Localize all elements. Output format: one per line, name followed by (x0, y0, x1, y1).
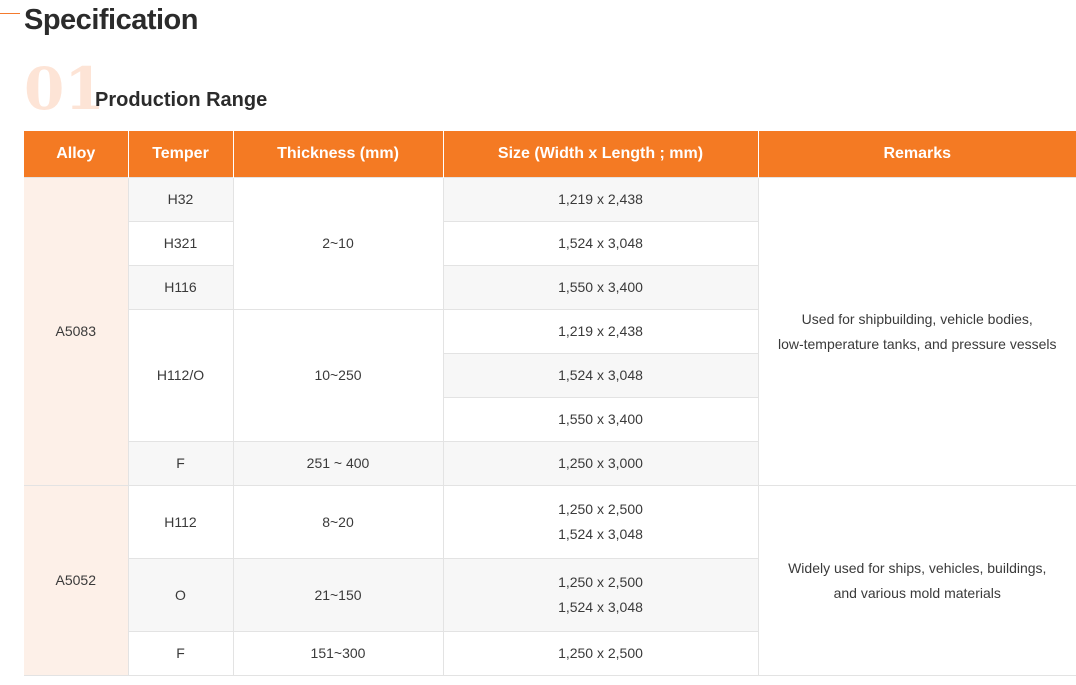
size-cell: 1,250 x 2,500 (443, 632, 758, 676)
header-alloy: Alloy (24, 131, 128, 178)
section-title: Production Range (95, 89, 268, 111)
header-temper: Temper (128, 131, 233, 178)
thickness-cell: 251 ~ 400 (233, 442, 443, 486)
temper-cell: H321 (128, 222, 233, 266)
remarks-line: Used for shipbuilding, vehicle bodies, (801, 310, 1033, 327)
remarks-cell (758, 178, 1076, 486)
thickness-cell: 21~150 (233, 559, 443, 632)
size-cell: 1,524 x 3,048 (443, 222, 758, 266)
page-title: Specification (24, 4, 198, 36)
size-cell: 1,550 x 3,400 (443, 398, 758, 442)
temper-cell: F (128, 442, 233, 486)
remarks-cell (758, 486, 1076, 676)
size-line: 1,250 x 2,500 (558, 574, 643, 590)
table-row (24, 486, 1076, 559)
table-row (24, 178, 1076, 222)
size-line: 1,524 x 3,048 (558, 599, 643, 615)
table-header-row (24, 131, 1076, 178)
remarks-line: Widely used for ships, vehicles, buildings, (788, 559, 1047, 576)
thickness-cell: 10~250 (233, 310, 443, 442)
remarks-line: and various mold materials (833, 584, 1001, 601)
header-thickness: Thickness (mm) (233, 131, 443, 178)
thickness-cell: 8~20 (233, 486, 443, 559)
size-cell (443, 559, 758, 632)
size-cell: 1,524 x 3,048 (443, 354, 758, 398)
temper-cell: O (128, 559, 233, 632)
temper-cell: H32 (128, 178, 233, 222)
alloy-cell: A5083 (24, 178, 128, 486)
alloy-cell: A5052 (24, 486, 128, 676)
size-cell: 1,219 x 2,438 (443, 310, 758, 354)
temper-cell: H112/O (128, 310, 233, 442)
size-cell: 1,250 x 3,000 (443, 442, 758, 486)
section-number: 01 (24, 55, 105, 123)
size-cell: 1,550 x 3,400 (443, 266, 758, 310)
size-cell: 1,219 x 2,438 (443, 178, 758, 222)
thickness-cell: 151~300 (233, 632, 443, 676)
production-range-table (24, 131, 1076, 676)
temper-cell: H112 (128, 486, 233, 559)
title-accent-line (0, 13, 20, 14)
remarks-line: low-temperature tanks, and pressure vessels (777, 335, 1057, 352)
size-line: 1,524 x 3,048 (558, 526, 643, 542)
thickness-cell: 2~10 (233, 178, 443, 310)
header-remarks: Remarks (758, 131, 1076, 178)
temper-cell: F (128, 632, 233, 676)
size-cell (443, 486, 758, 559)
size-line: 1,250 x 2,500 (558, 501, 643, 517)
header-size: Size (Width x Length ; mm) (443, 131, 758, 178)
temper-cell: H116 (128, 266, 233, 310)
